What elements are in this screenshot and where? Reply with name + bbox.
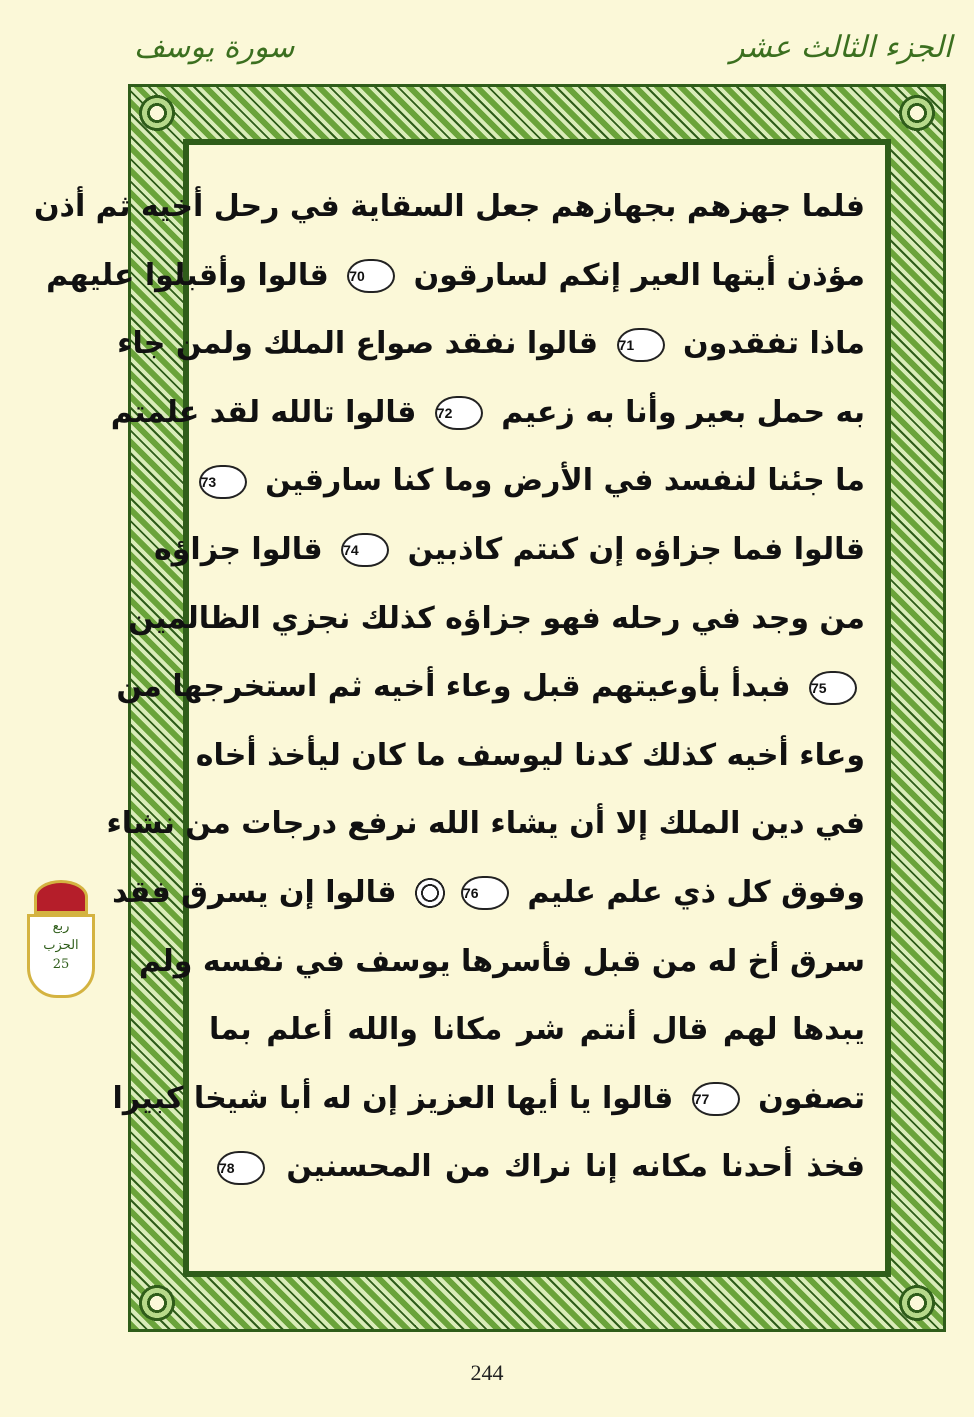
verse-line (209, 996, 865, 1065)
ayah-number-marker: 74 (341, 533, 389, 567)
verse-line (138, 928, 865, 997)
verse-text: قالوا نفقد صواع الملك ولمن جاء (117, 326, 599, 362)
surah-label: سورة يوسف (134, 30, 295, 65)
verse-text: فخذ أحدنا مكانه إنا نراك من المحسنين (286, 1149, 865, 1185)
verse-text: سرق أخ له من قبل فأسرها يوسف في نفسه ولم (138, 943, 865, 979)
hizb-number: 25 (52, 957, 70, 972)
verse-line (110, 379, 865, 448)
verse-line (128, 585, 865, 654)
verse-text: ماذا تفقدون (683, 326, 865, 362)
verse-text: ما جئنا لنفسد في الأرض وما كنا سارقين (265, 463, 865, 499)
hizb-quarter-label: ربع (52, 919, 70, 934)
sajda-icon (413, 876, 447, 910)
corner-ornament-top-right (895, 91, 939, 135)
verse-text: تصفون (758, 1080, 865, 1116)
verse-text: به حمل بعير وأنا به زعيم (501, 394, 865, 430)
verse-line (116, 653, 865, 722)
corner-ornament-bottom-right (895, 1281, 939, 1325)
verse-text: من وجد في رحله فهو جزاؤه كذلك نجزي الظالمين (128, 600, 865, 636)
verse-line (200, 447, 865, 516)
verse-line (195, 722, 865, 791)
ayah-number-marker: 76 (461, 876, 509, 910)
corner-ornament-top-left (135, 91, 179, 135)
verse-text: وفوق كل ذي علم عليم (527, 874, 865, 910)
juz-label: الجزء الثالث عشر (729, 30, 952, 65)
ayah-number-marker: 73 (199, 465, 247, 499)
verse-text: قالوا إن يسرق فقد (112, 874, 397, 910)
ayah-number-marker: 72 (435, 396, 483, 430)
verse-text: قالوا فما جزاؤه إن كنتم كاذبين (407, 531, 865, 567)
hizb-dome-icon (34, 880, 88, 914)
verse-line (209, 1133, 865, 1202)
page-header (120, 26, 952, 72)
page-number: 244 (470, 1360, 504, 1385)
verse-line (154, 516, 865, 585)
verse-line (33, 173, 865, 242)
verse-text: فلما جهزهم بجهازهم جعل السقاية في رحل أخيه ثم أذن (33, 189, 865, 224)
hizb-label: الحزب (43, 938, 79, 953)
ayah-number-marker: 78 (217, 1151, 265, 1185)
verse-text: قالوا وأقبلوا عليهم (46, 257, 329, 293)
verse-text: قالوا تالله لقد علمتم (110, 394, 417, 430)
verse-line (117, 310, 865, 379)
verse-text: قالوا جزاؤه (154, 531, 323, 567)
verse-text: في دين الملك إلا أن يشاء الله نرفع درجات من نشاء (106, 806, 865, 842)
hizb-marker-body (27, 914, 95, 998)
verse-text: فبدأ بأوعيتهم قبل وعاء أخيه ثم استخرجها من (116, 669, 791, 705)
verse-text: قالوا يا أيها العزيز إن له أبا شيخا كبيرا (112, 1080, 674, 1116)
corner-ornament-bottom-left (135, 1281, 179, 1325)
verse-text: وعاء أخيه كذلك كدنا ليوسف ما كان ليأخذ أخاه (195, 737, 865, 773)
verse-line (112, 859, 865, 928)
ayah-number-marker: 77 (692, 1082, 740, 1116)
ayah-number-marker: 70 (347, 259, 395, 293)
verse-text: مؤذن أيتها العير إنكم لسارقون (413, 257, 865, 293)
verse-line (106, 790, 865, 859)
ayah-number-marker: 75 (809, 671, 857, 705)
verse-line (46, 242, 865, 311)
ayah-number-marker: 71 (617, 328, 665, 362)
hizb-marker (26, 880, 96, 1000)
verse-line (112, 1065, 865, 1134)
verse-text: يبدها لهم قال أنتم شر مكانا والله أعلم بما (209, 1012, 865, 1048)
